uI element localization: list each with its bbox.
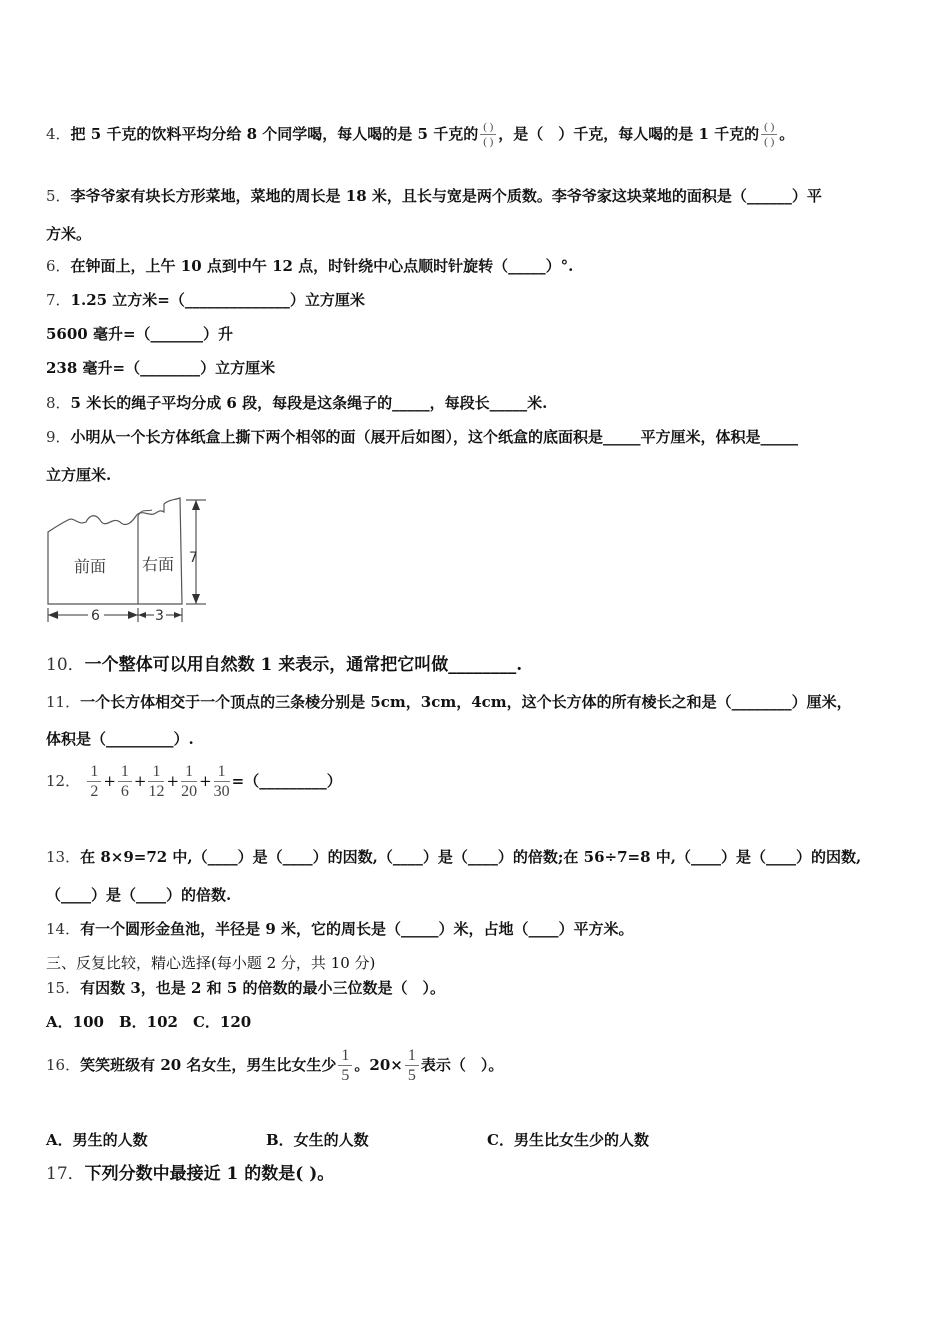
question-number: 6． (46, 257, 71, 275)
fraction-denominator: 12 (148, 783, 165, 800)
question-17 (46, 1164, 334, 1184)
fraction-numerator: 1 (405, 1048, 419, 1066)
question-text: 。20× (354, 1056, 403, 1074)
question-number: 8． (46, 394, 71, 412)
question-9 (46, 427, 798, 447)
fraction-denominator: 5 (341, 1067, 350, 1084)
question-text: =（_________） (231, 772, 342, 790)
fraction-numerator: 1 (338, 1048, 352, 1066)
fraction-1-2 (87, 764, 101, 800)
fraction-numerator: ( ) (480, 122, 496, 135)
question-7-b: 5600 毫升=（_______）升 (46, 325, 234, 343)
question-14 (46, 919, 633, 939)
fraction-numerator: 1 (181, 764, 197, 782)
height-label: 7 (189, 550, 198, 566)
question-text: 5 米长的绳子平均分成 6 段，每段是这条绳子的_____，每段长_____米. (70, 394, 548, 412)
fraction-1-12 (148, 764, 164, 800)
question-text: 在 8×9=72 中,（____）是（____）的因数,（____）是（____）的倍数;在 56÷7=8 中,（____）是（____）的因数, (80, 848, 862, 866)
question-16-option-c: C．男生比女生少的人数 (487, 1131, 649, 1149)
question-number: 12． (46, 772, 81, 790)
front-arrow-left (48, 611, 58, 619)
question-text: 小明从一个长方体纸盒上撕下两个相邻的面（展开后如图），这个纸盒的底面积是_____平方厘米，体积是_____ (70, 428, 799, 446)
box-net-figure (40, 492, 220, 628)
fraction-denominator: 30 (213, 783, 230, 800)
fraction-denominator: 6 (120, 783, 129, 800)
question-13-cont: （____）是（____）的倍数. (46, 886, 232, 904)
question-4 (46, 122, 794, 148)
question-text: 笑笑班级有 20 名女生，男生比女生少 (80, 1056, 337, 1074)
plus-sign: + (103, 772, 116, 790)
question-16-option-a: A．男生的人数 (46, 1131, 148, 1149)
question-7-c: 238 毫升=（________）立方厘米 (46, 359, 276, 377)
question-16 (46, 1048, 503, 1084)
fraction-1-6 (118, 764, 132, 800)
fraction-numerator: ( ) (761, 122, 777, 135)
question-text: 有因数 3，也是 2 和 5 的倍数的最小三位数是（ ）。 (80, 979, 446, 997)
question-text: 一个长方体相交于一个顶点的三条棱分别是 5cm，3cm，4cm，这个长方体的所有棱长之和是（________）厘米， (80, 693, 852, 711)
fraction-denominator: 2 (90, 783, 99, 800)
fraction-numerator: 1 (214, 764, 230, 782)
question-text: 表示（ ）。 (420, 1056, 504, 1074)
question-7 (46, 290, 365, 310)
question-text: 1.25 立方米=（______________）立方厘米 (70, 291, 365, 309)
question-number: 13． (46, 848, 81, 866)
fraction-numerator: 1 (118, 764, 132, 782)
fraction-1-30 (214, 764, 230, 800)
question-11-cont: 体积是（_________）. (46, 730, 194, 748)
plus-sign: + (199, 772, 212, 790)
section-3-title: 三、反复比较，精心选择(每小题 2 分，共 10 分) (46, 954, 376, 972)
question-number: 14． (46, 920, 81, 938)
height-arrow-bottom (192, 594, 200, 604)
fraction-1-5 (338, 1048, 352, 1084)
question-number: 16． (46, 1056, 81, 1074)
question-5 (46, 186, 822, 206)
question-number: 7． (46, 291, 71, 309)
fraction-denominator: 20 (181, 783, 198, 800)
question-number: 10． (46, 655, 85, 675)
question-text: 李爷爷家有块长方形菜地，菜地的周长是 18 米，且长与宽是两个质数。李爷爷家这块菜地的面积是（______）平 (70, 187, 822, 205)
question-6 (46, 256, 573, 276)
question-text: 一个整体可以用自然数 1 来表示，通常把它叫做________. (84, 655, 523, 675)
question-15 (46, 978, 445, 998)
question-12 (46, 764, 342, 800)
fraction-denominator: ( ) (764, 136, 775, 148)
question-text: ，是（ ）千克，每人喝的是 1 千克的 (498, 125, 760, 143)
fraction-1-20 (181, 764, 197, 800)
question-11 (46, 692, 852, 712)
fraction-denominator: 5 (407, 1067, 416, 1084)
front-face-label: 前面 (74, 557, 107, 576)
question-text: 在钟面上，上午 10 点到中午 12 点，时针绕中心点顺时针旋转（_____）°. (70, 257, 574, 275)
question-10 (46, 655, 522, 675)
question-16-option-b: B．女生的人数 (266, 1131, 369, 1149)
front-width-label: 6 (91, 608, 100, 624)
question-number: 17． (46, 1164, 85, 1184)
question-8 (46, 393, 547, 413)
right-arrow-left (138, 612, 146, 618)
question-15-options: A．100 B．102 C．120 (46, 1013, 252, 1031)
right-arrow-right (174, 612, 182, 618)
plus-sign: + (133, 772, 147, 790)
fraction (761, 122, 777, 148)
height-arrow-top (192, 500, 200, 510)
question-text: 有一个圆形金鱼池，半径是 9 米，它的周长是（_____）米，占地（____）平方米。 (80, 920, 634, 938)
fraction-1-5 (405, 1048, 419, 1084)
question-text: 。 (779, 125, 795, 143)
fraction-denominator: ( ) (483, 136, 494, 148)
torn-outline (48, 498, 182, 604)
question-number: 5． (46, 187, 71, 205)
question-13 (46, 847, 861, 867)
fraction (480, 122, 496, 148)
right-face-label: 右面 (142, 555, 175, 574)
question-9-cont: 立方厘米. (46, 466, 112, 484)
question-5-cont: 方米。 (46, 225, 92, 243)
plus-sign: + (166, 772, 180, 790)
question-text: 把 5 千克的饮料平均分给 8 个同学喝，每人喝的是 5 千克的 (70, 125, 479, 143)
fraction-numerator: 1 (87, 764, 101, 782)
front-arrow-right (128, 611, 138, 619)
question-text: 下列分数中最接近 1 的数是( )。 (84, 1164, 335, 1184)
right-width-label: 3 (155, 608, 164, 624)
question-number: 11． (46, 693, 81, 711)
fraction-numerator: 1 (148, 764, 164, 782)
question-number: 9． (46, 428, 71, 446)
question-number: 15． (46, 979, 81, 997)
question-number: 4． (46, 125, 71, 143)
